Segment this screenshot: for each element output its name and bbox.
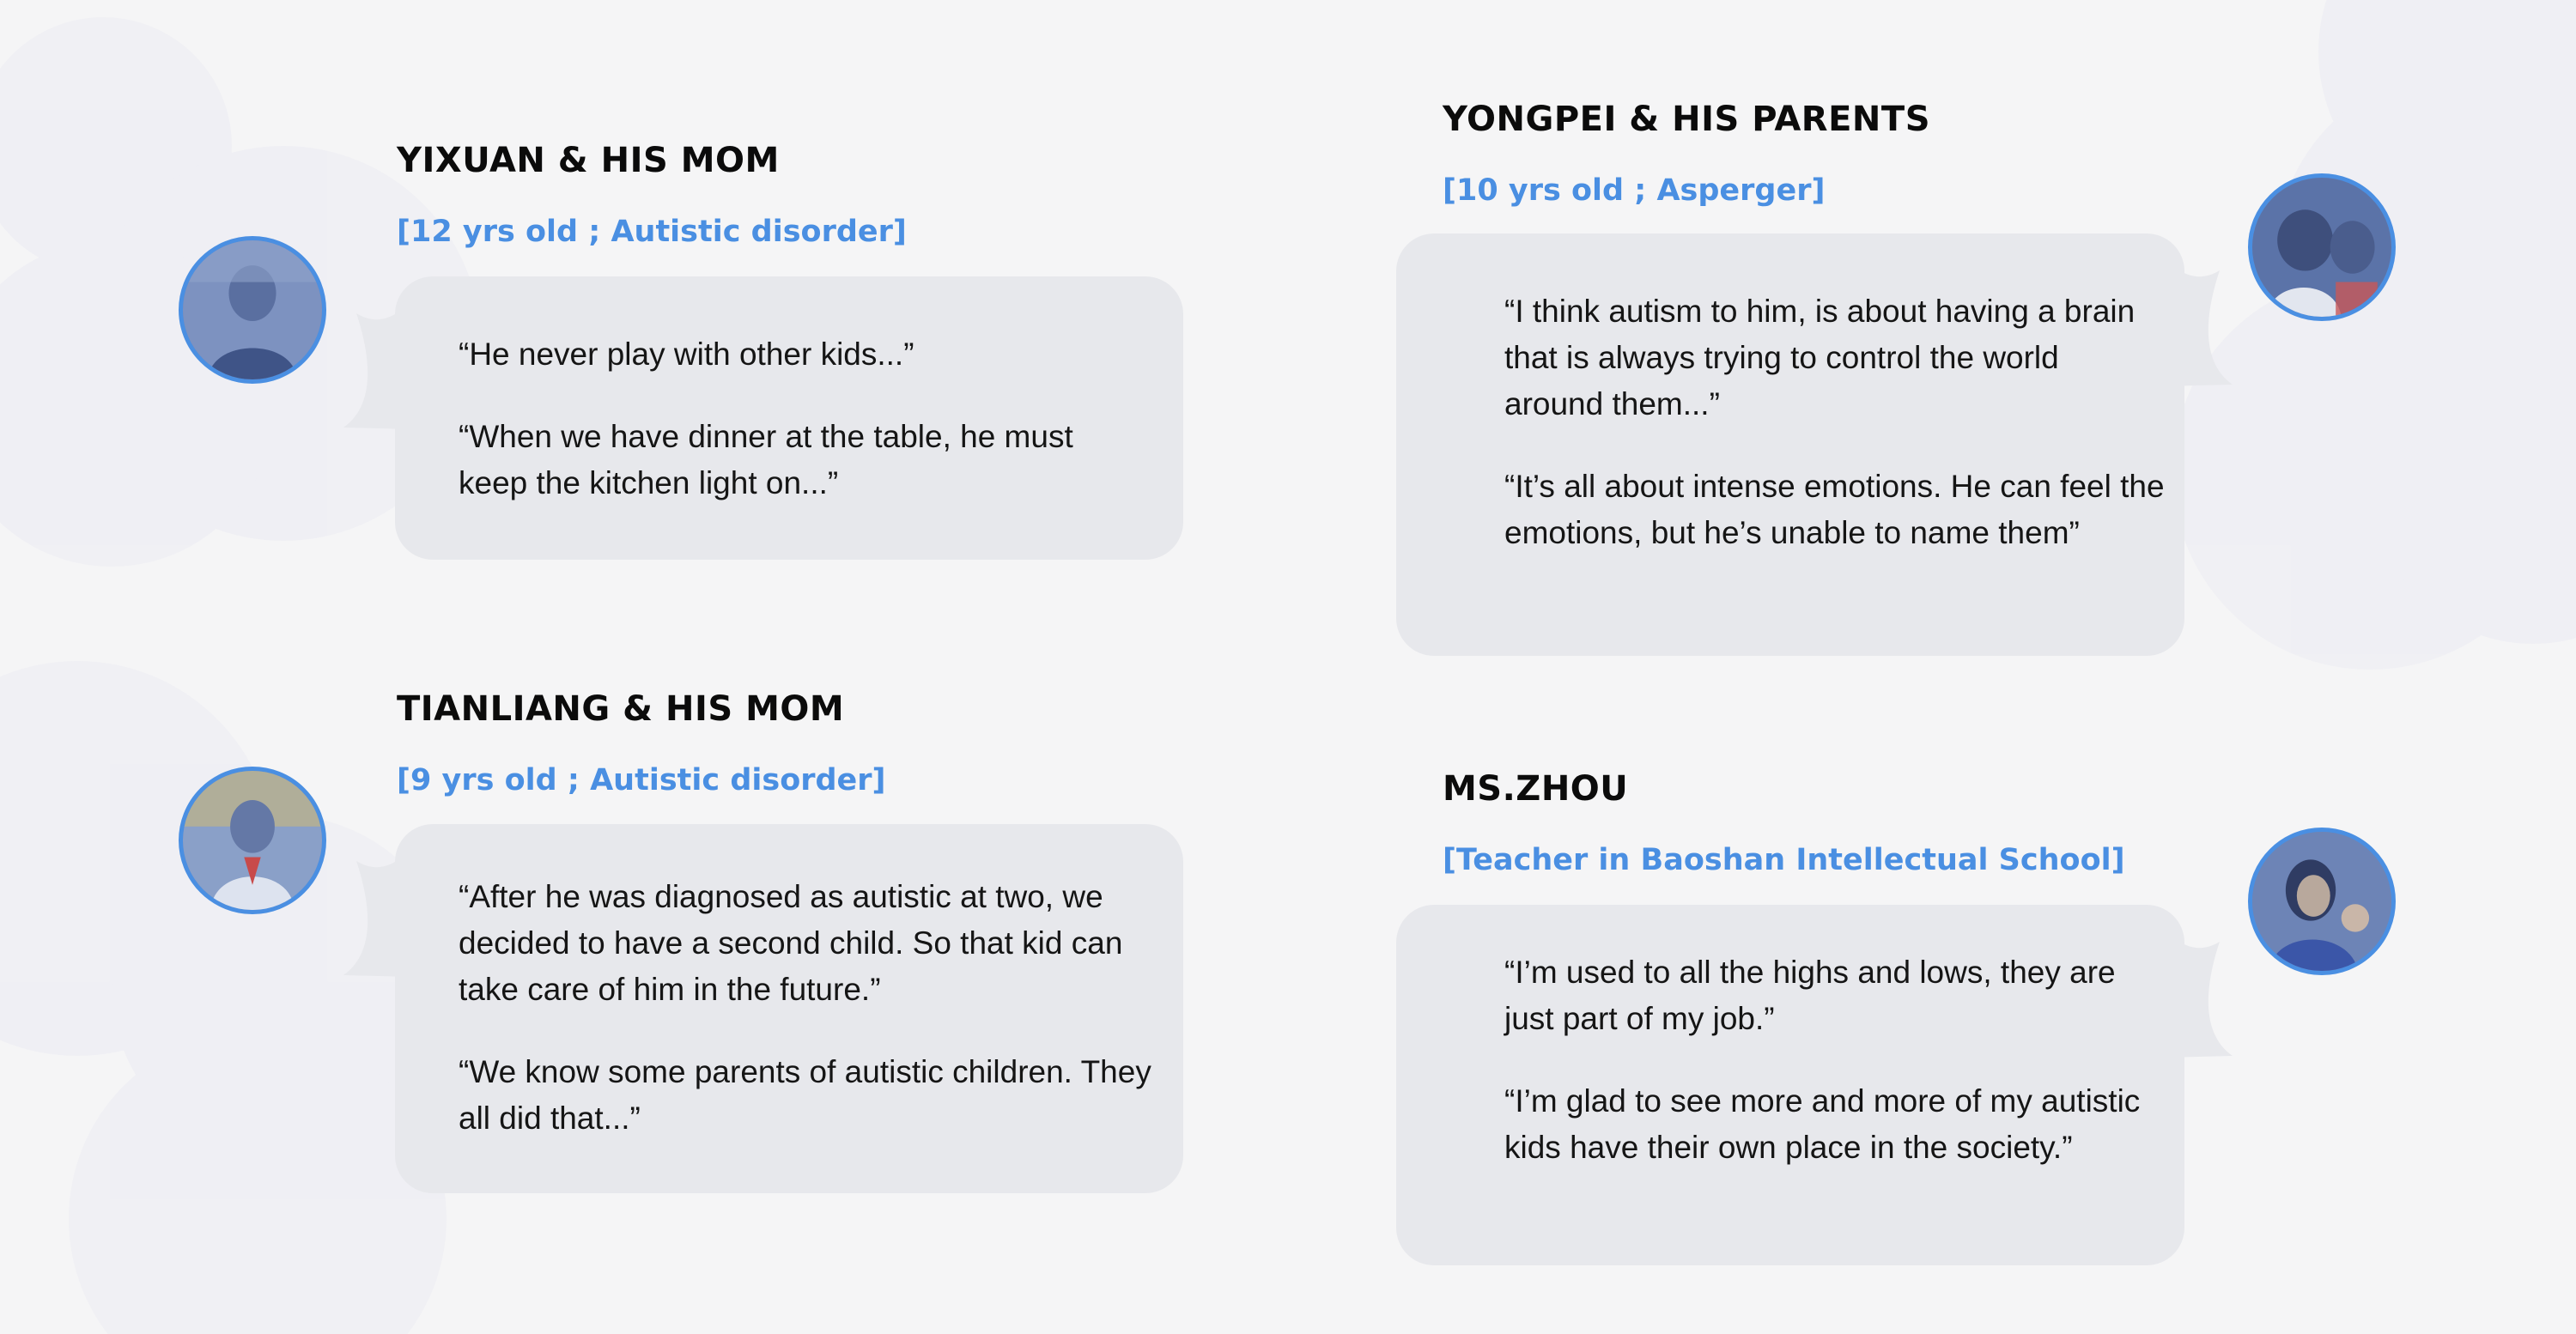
quote-text: “When we have dinner at the table, he must keep the kitchen light on...” bbox=[459, 419, 1073, 500]
quote-text: “I’m used to all the highs and lows, they are just part of my job.” bbox=[1504, 955, 2116, 1036]
person-name: YONGPEI & HIS PARENTS bbox=[1443, 100, 1930, 139]
teacher-photo-icon bbox=[2248, 828, 2396, 975]
person-tag: [12 yrs old ; Autistic disorder] bbox=[397, 215, 907, 249]
quote-text: “We know some parents of autistic children. They all did that...” bbox=[459, 1054, 1151, 1136]
person-tag: [10 yrs old ; Asperger] bbox=[1443, 173, 1826, 208]
quote-text: “It’s all about intense emotions. He can feel the emotions, but he’s unable to name them” bbox=[1504, 469, 2165, 550]
quote-bubble bbox=[395, 824, 1183, 1193]
quote-text: “After he was diagnosed as autistic at two, we decided to have a second child. So that kid can take care of him in the future.” bbox=[459, 879, 1123, 1007]
person-name: MS.ZHOU bbox=[1443, 769, 1629, 809]
person-name: YIXUAN & HIS MOM bbox=[397, 141, 780, 180]
quote-bubble bbox=[395, 276, 1183, 560]
quote-text: “I think autism to him, is about having a brain that is always trying to control the world around them...” bbox=[1504, 294, 2136, 421]
quote-bubble bbox=[1396, 233, 2184, 656]
quote-text: “I’m glad to see more and more of my autistic kids have their own place in the society.” bbox=[1504, 1083, 2141, 1165]
child-photo-icon bbox=[2248, 173, 2396, 321]
child-photo-icon bbox=[179, 767, 326, 914]
person-name: TIANLIANG & HIS MOM bbox=[397, 689, 845, 729]
person-tag: [Teacher in Baoshan Intellectual School] bbox=[1443, 843, 2125, 877]
person-tag: [9 yrs old ; Autistic disorder] bbox=[397, 763, 886, 797]
child-photo-icon bbox=[179, 236, 326, 384]
quote-text: “He never play with other kids...” bbox=[459, 337, 914, 372]
quote-bubble bbox=[1396, 905, 2184, 1265]
